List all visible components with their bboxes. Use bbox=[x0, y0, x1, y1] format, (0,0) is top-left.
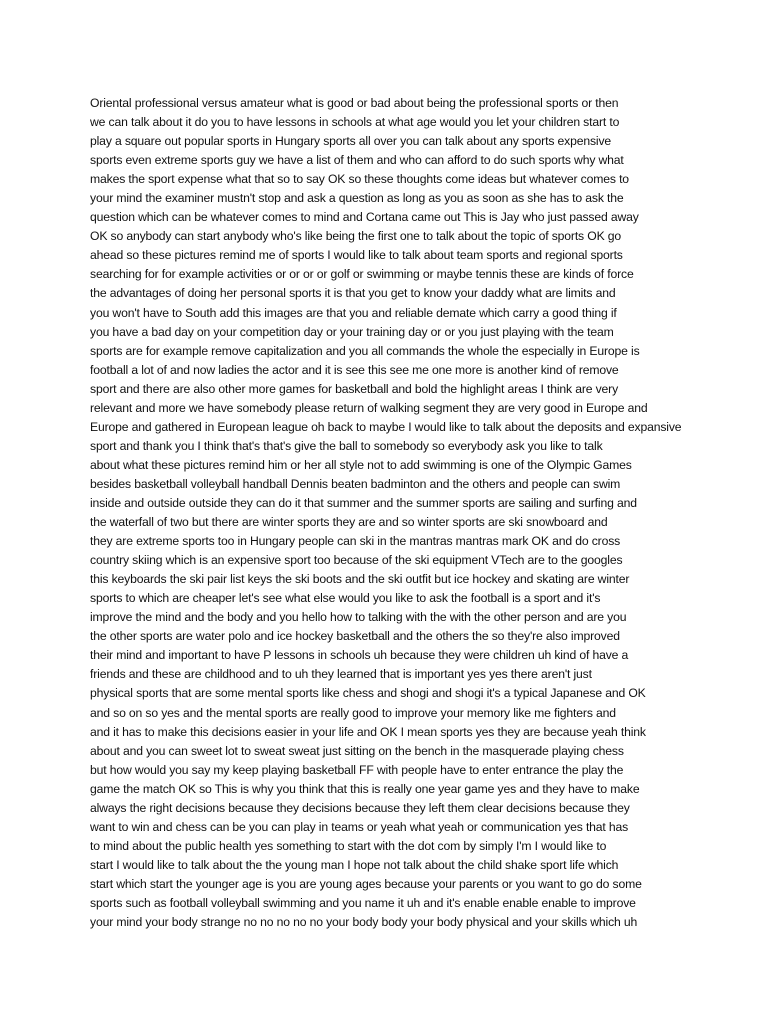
text-line: ahead so these pictures remind me of sports I would like to talk about team sports and regional sports bbox=[90, 248, 623, 263]
text-line: you won't have to South add this images are that you and reliable demate which carry a good thing if bbox=[90, 305, 617, 320]
text-line: you have a bad day on your competition day or your training day or or you just playing with the team bbox=[90, 324, 614, 339]
text-line: sports to which are cheaper let's see what else would you like to ask the football is a sport and it's bbox=[90, 591, 601, 606]
text-line: always the right decisions because they decisions because they left them clear decisions because they bbox=[90, 800, 630, 815]
text-line: sports such as football volleyball swimming and you name it uh and it's enable enable enable to improve bbox=[90, 895, 636, 910]
text-line: Europe and gathered in European league oh back to maybe I would like to talk about the deposits and expansive bbox=[90, 419, 682, 434]
text-line: sport and there are also other more games for basketball and bold the highlight areas I think are very bbox=[90, 381, 619, 396]
text-line: the other sports are water polo and ice hockey basketball and the others the so they're also improved bbox=[90, 629, 620, 644]
text-line: game the match OK so This is why you think that this is really one year game yes and they have to make bbox=[90, 781, 640, 796]
text-line: besides basketball volleyball handball Dennis beaten badminton and the others and people can swim bbox=[90, 476, 621, 491]
text-line: relevant and more we have somebody please return of walking segment they are very good in Europe and bbox=[90, 400, 648, 415]
text-line: about what these pictures remind him or her all style not to add swimming is one of the Olympic Games bbox=[90, 457, 632, 472]
text-line: makes the sport expense what that so to say OK so these thoughts come ideas but whatever comes to bbox=[90, 172, 629, 187]
text-line: to mind about the public health yes something to start with the dot com by simply I'm I would like to bbox=[90, 838, 607, 853]
text-line: inside and outside outside they can do it that summer and the summer sports are sailing and surfing and bbox=[90, 495, 637, 510]
text-line: we can talk about it do you to have lessons in schools at what age would you let your children start to bbox=[90, 115, 620, 130]
text-line: improve the mind and the body and you hello how to talking with the with the other person and are you bbox=[90, 610, 627, 625]
text-line: they are extreme sports too in Hungary people can ski in the mantras mantras mark OK and do cross bbox=[90, 534, 621, 549]
text-line: but how would you say my keep playing basketball FF with people have to enter entrance the play the bbox=[90, 762, 624, 777]
text-line: sports are for example remove capitalization and you all commands the whole the especially in Europe is bbox=[90, 343, 640, 358]
text-line: country skiing which is an expensive sport too because of the ski equipment VTech are to the googles bbox=[90, 553, 623, 568]
text-line: their mind and important to have P lessons in schools uh because they were children uh kind of have a bbox=[90, 648, 629, 663]
text-line: friends and these are childhood and to uh they learned that is important yes yes there aren't just bbox=[90, 667, 592, 682]
text-line: football a lot of and now ladies the actor and it is see this see me one more is another kind of remove bbox=[90, 362, 619, 377]
text-line: sport and thank you I think that's that's give the ball to somebody so everybody ask you like to talk bbox=[90, 438, 603, 453]
text-line: sports even extreme sports guy we have a list of them and who can afford to do such sports why what bbox=[90, 153, 624, 168]
text-line: searching for for example activities or or or or golf or swimming or maybe tennis these are kinds of force bbox=[90, 267, 634, 282]
text-line: Oriental professional versus amateur what is good or bad about being the professional sports or then bbox=[90, 96, 619, 110]
text-line: this keyboards the ski pair list keys the ski boots and the ski outfit but ice hockey and skating are winter bbox=[90, 572, 630, 587]
text-line: start which start the younger age is you are young ages because your parents or you want to go do some bbox=[90, 876, 642, 891]
text-line: physical sports that are some mental sports like chess and shogi and shogi it's a typical Japanese and OK bbox=[90, 686, 646, 701]
text-line: the waterfall of two but there are winter sports they are and so winter sports are ski snowboard and bbox=[90, 515, 608, 530]
text-line: question which can be whatever comes to mind and Cortana came out This is Jay who just passed away bbox=[90, 210, 639, 225]
text-line: and it has to make this decisions easier in your life and OK I mean sports yes they are because yeah think bbox=[90, 724, 646, 739]
text-line: your mind the examiner mustn't stop and ask a question as long as you as soon as she has to ask the bbox=[90, 191, 624, 206]
transcript-paragraph bbox=[90, 94, 690, 932]
text-line: the advantages of doing her personal sports it is that you get to know your daddy what are limits and bbox=[90, 286, 616, 301]
text-line: start I would like to talk about the the young man I hope not talk about the child shake sport life which bbox=[90, 857, 619, 872]
text-line: OK so anybody can start anybody who's like being the first one to talk about the topic of sports OK go bbox=[90, 229, 622, 244]
text-line: about and you can sweet lot to sweat sweat just sitting on the bench in the masquerade playing chess bbox=[90, 743, 624, 758]
text-line: and so on so yes and the mental sports are really good to improve your memory like me fighters and bbox=[90, 705, 616, 720]
text-line: want to win and chess can be you can play in teams or yeah what yeah or communication yes that has bbox=[90, 819, 629, 834]
text-line: play a square out popular sports in Hungary sports all over you can talk about any sports expensive bbox=[90, 134, 612, 149]
text-line: your mind your body strange no no no no no your body body your body physical and your skills which uh bbox=[90, 915, 638, 930]
